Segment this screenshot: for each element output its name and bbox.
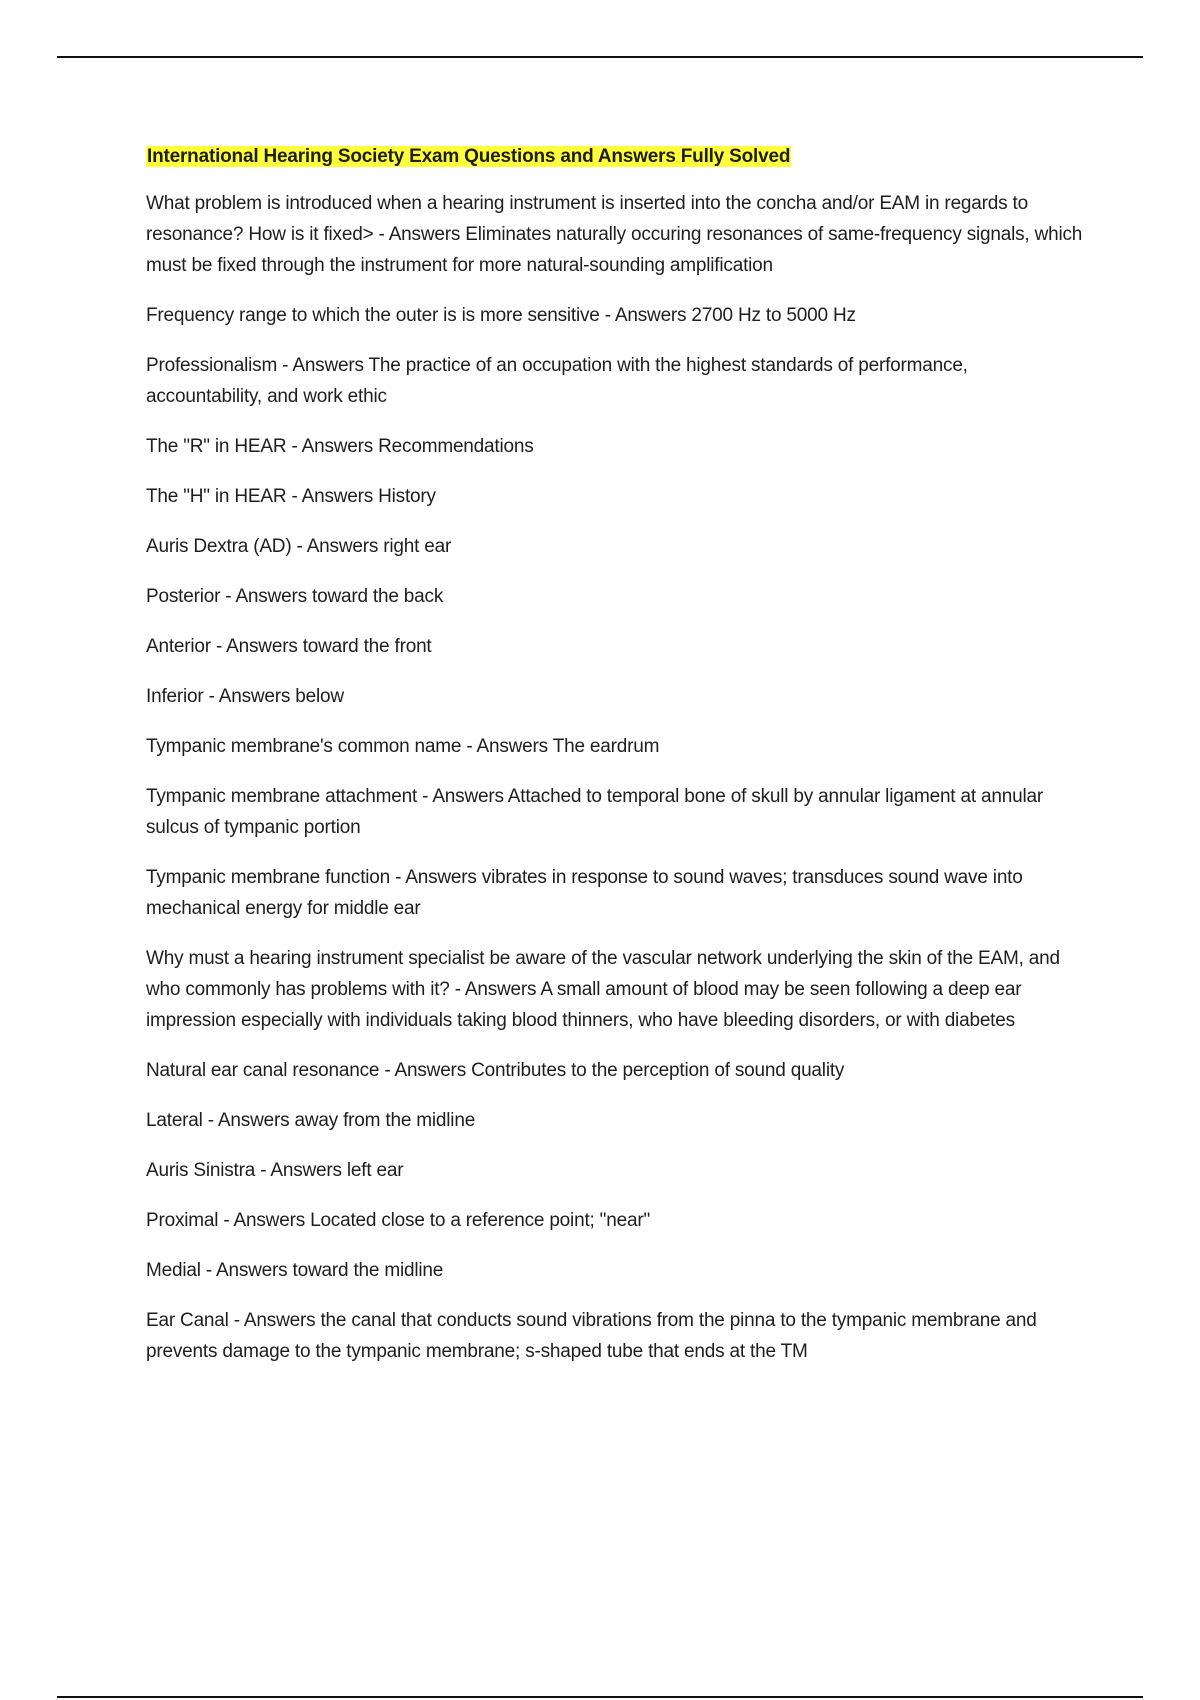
qa-item: The "H" in HEAR - Answers History <box>146 486 436 507</box>
qa-item: Tympanic membrane function - Answers vibrates in response to sound waves; transduces sound wave into mechanical energy for middle ear <box>146 867 1023 919</box>
qa-item: Anterior - Answers toward the front <box>146 636 432 657</box>
qa-item: Tympanic membrane's common name - Answers The eardrum <box>146 736 660 757</box>
document-title-highlight: International Hearing Society Exam Questions and Answers Fully Solved <box>147 146 791 167</box>
qa-item: Lateral - Answers away from the midline <box>146 1110 476 1131</box>
qa-list <box>146 188 1086 1367</box>
header-rule <box>57 56 1143 58</box>
qa-item: Auris Sinistra - Answers left ear <box>146 1160 404 1181</box>
qa-item: Medial - Answers toward the midline <box>146 1260 444 1281</box>
qa-item: Frequency range to which the outer is is more sensitive - Answers 2700 Hz to 5000 Hz <box>146 305 856 326</box>
qa-item: The "R" in HEAR - Answers Recommendations <box>146 436 534 457</box>
qa-item: Proximal - Answers Located close to a reference point; "near" <box>146 1210 650 1231</box>
qa-item: Tympanic membrane attachment - Answers Attached to temporal bone of skull by annular ligament at annular sulcus of tympanic portion <box>146 786 1043 838</box>
qa-item: Auris Dextra (AD) - Answers right ear <box>146 536 452 557</box>
qa-item: Inferior - Answers below <box>146 686 344 707</box>
qa-item: What problem is introduced when a hearing instrument is inserted into the concha and/or EAM in regards to resonance? How is it fixed> - Answers Eliminates naturally occuring resonances of same-frequency signals, which must be fixed through the instrument for more natural-sounding amplification <box>146 193 1083 276</box>
qa-item: Ear Canal - Answers the canal that conducts sound vibrations from the pinna to the tympanic membrane and prevents damage to the tympanic membrane; s-shaped tube that ends at the TM <box>146 1310 1037 1362</box>
qa-item: Posterior - Answers toward the back <box>146 586 444 607</box>
document-body <box>146 145 1086 1386</box>
document-title <box>146 145 1086 169</box>
qa-item: Professionalism - Answers The practice of an occupation with the highest standards of performance, accountability, and work ethic <box>146 355 968 407</box>
footer-rule <box>57 1696 1143 1698</box>
qa-item: Why must a hearing instrument specialist be aware of the vascular network underlying the skin of the EAM, and who commonly has problems with it? - Answers A small amount of blood may be seen following a deep ear impression especially with individuals taking blood thinners, who have bleeding disorders, or with diabetes <box>146 948 1060 1031</box>
qa-item: Natural ear canal resonance - Answers Contributes to the perception of sound quality <box>146 1060 845 1081</box>
